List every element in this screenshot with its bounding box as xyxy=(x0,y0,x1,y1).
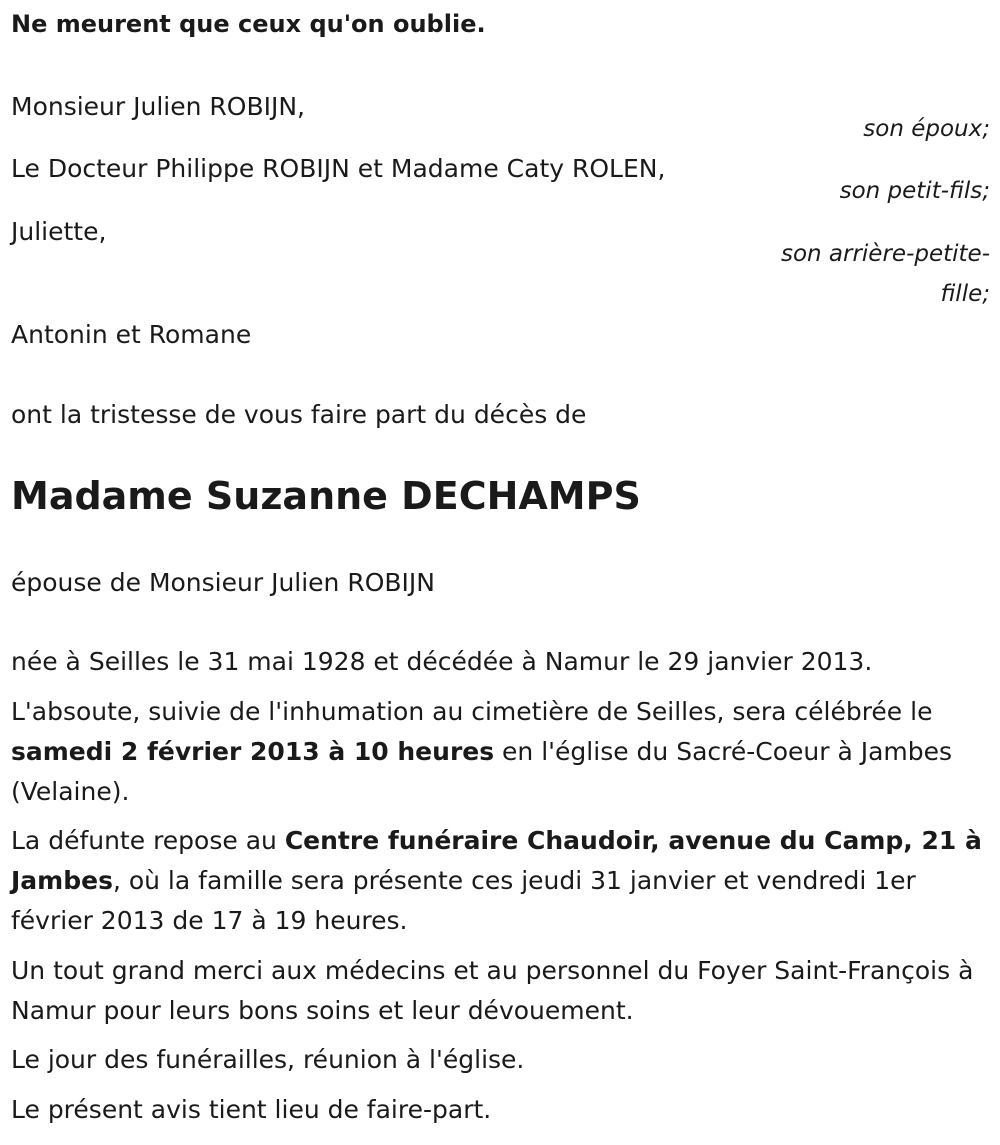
rest-paragraph xyxy=(11,821,986,941)
motto-heading: Ne meurent que ceux qu'on oublie. xyxy=(11,10,486,38)
ceremony-paragraph xyxy=(11,692,986,812)
notice-text: Le présent avis tient lieu de faire-part. xyxy=(11,1095,492,1124)
family-member-grandson: Le Docteur Philippe ROBIJN et Madame Caty ROLEN, xyxy=(11,154,666,183)
rest-text-start: La défunte repose au xyxy=(11,826,285,855)
rest-text-end: , où la famille sera présente ces jeudi 31 janvier et vendredi 1er février 2013 de 17 à 19 heures. xyxy=(11,866,916,935)
relation-great-granddaughter-line2: fille; xyxy=(940,281,990,307)
relation-great-granddaughter-line1: son arrière-petite- xyxy=(780,241,990,267)
funeral-meeting-text: Le jour des funérailles, réunion à l'église. xyxy=(11,1045,525,1074)
birth-death-paragraph xyxy=(11,642,986,682)
birth-death-text: née à Seilles le 31 mai 1928 et décédée à Namur le 29 janvier 2013. xyxy=(11,647,873,676)
funeral-center: Centre funéraire Chaudoir, avenue du Camp, 21 à Jambes xyxy=(11,826,982,895)
relation-spouse: son époux; xyxy=(863,116,990,142)
ceremony-text-end: en l'église du Sacré-Coeur à Jambes (Velaine). xyxy=(11,737,953,806)
deceased-name: Madame Suzanne DECHAMPS xyxy=(11,474,641,518)
ceremony-text-start: L'absoute, suivie de l'inhumation au cimetière de Seilles, sera célébrée le xyxy=(11,697,933,726)
announcement-text: ont la tristesse de vous faire part du décès de xyxy=(11,400,587,429)
funeral-meeting-paragraph xyxy=(11,1040,986,1080)
family-member-children: Antonin et Romane xyxy=(11,320,252,349)
family-member-spouse: Monsieur Julien ROBIJN, xyxy=(11,92,306,121)
spouse-line: épouse de Monsieur Julien ROBIJN xyxy=(11,568,435,597)
ceremony-date: samedi 2 février 2013 à 10 heures xyxy=(11,737,495,766)
thanks-paragraph xyxy=(11,951,986,1031)
thanks-text: Un tout grand merci aux médecins et au personnel du Foyer Saint-François à Namur pour leurs bons soins et leur dévouement. xyxy=(11,956,974,1025)
relation-grandson: son petit-fils; xyxy=(839,178,990,204)
family-member-great-granddaughter: Juliette, xyxy=(11,217,107,246)
notice-paragraph xyxy=(11,1090,986,1130)
